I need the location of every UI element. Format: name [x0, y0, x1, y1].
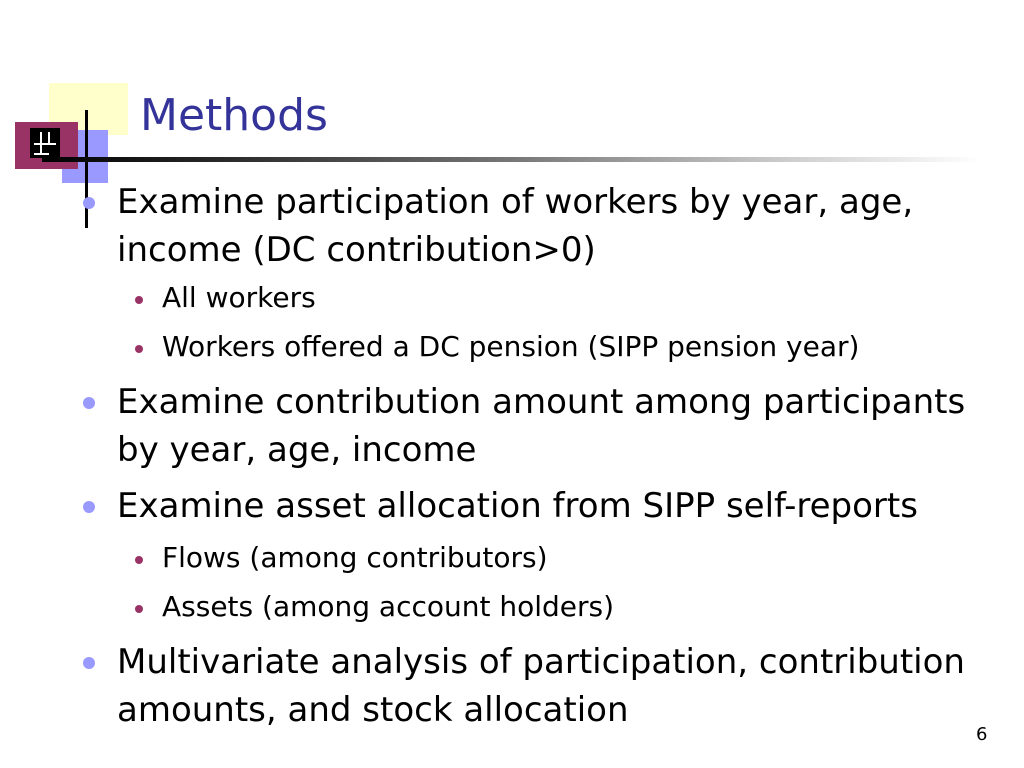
bullet-dot-icon	[83, 501, 95, 513]
bullet-item	[117, 178, 997, 274]
sub-bullet-text: All workers	[162, 281, 316, 314]
bullet-dot-icon	[83, 397, 95, 409]
bullet-dot-icon	[83, 657, 95, 669]
sub-bullet-text: Flows (among contributors)	[162, 541, 548, 574]
slide-title: Methods	[140, 90, 328, 141]
bullet-text: Multivariate analysis of participation, contribution amounts, and stock allocation	[117, 642, 965, 730]
bullet-item	[117, 482, 997, 530]
sub-bullet-dot-icon	[135, 556, 143, 564]
sub-bullet-item	[162, 589, 982, 625]
bullet-text: Examine participation of workers by year, age, income (DC contribution>0)	[117, 182, 914, 270]
bullet-item	[117, 378, 997, 474]
sub-bullet-dot-icon	[135, 296, 143, 304]
title-underline-rule	[42, 157, 982, 162]
sub-bullet-text: Assets (among account holders)	[162, 590, 615, 623]
bullet-dot-icon	[83, 197, 95, 209]
sub-bullet-dot-icon	[135, 345, 143, 353]
sub-bullet-item	[162, 540, 982, 576]
sub-bullet-text: Workers offered a DC pension (SIPP pension year)	[162, 330, 860, 363]
grid-logo-icon	[30, 128, 60, 158]
bullet-item	[117, 638, 997, 734]
bullet-text: Examine asset allocation from SIPP self-reports	[117, 486, 918, 526]
sub-bullet-dot-icon	[135, 605, 143, 613]
sub-bullet-item	[162, 329, 982, 365]
page-number: 6	[976, 724, 988, 745]
decorative-vertical-line	[85, 110, 88, 228]
bullet-text: Examine contribution amount among participants by year, age, income	[117, 382, 966, 470]
sub-bullet-item	[162, 280, 982, 316]
